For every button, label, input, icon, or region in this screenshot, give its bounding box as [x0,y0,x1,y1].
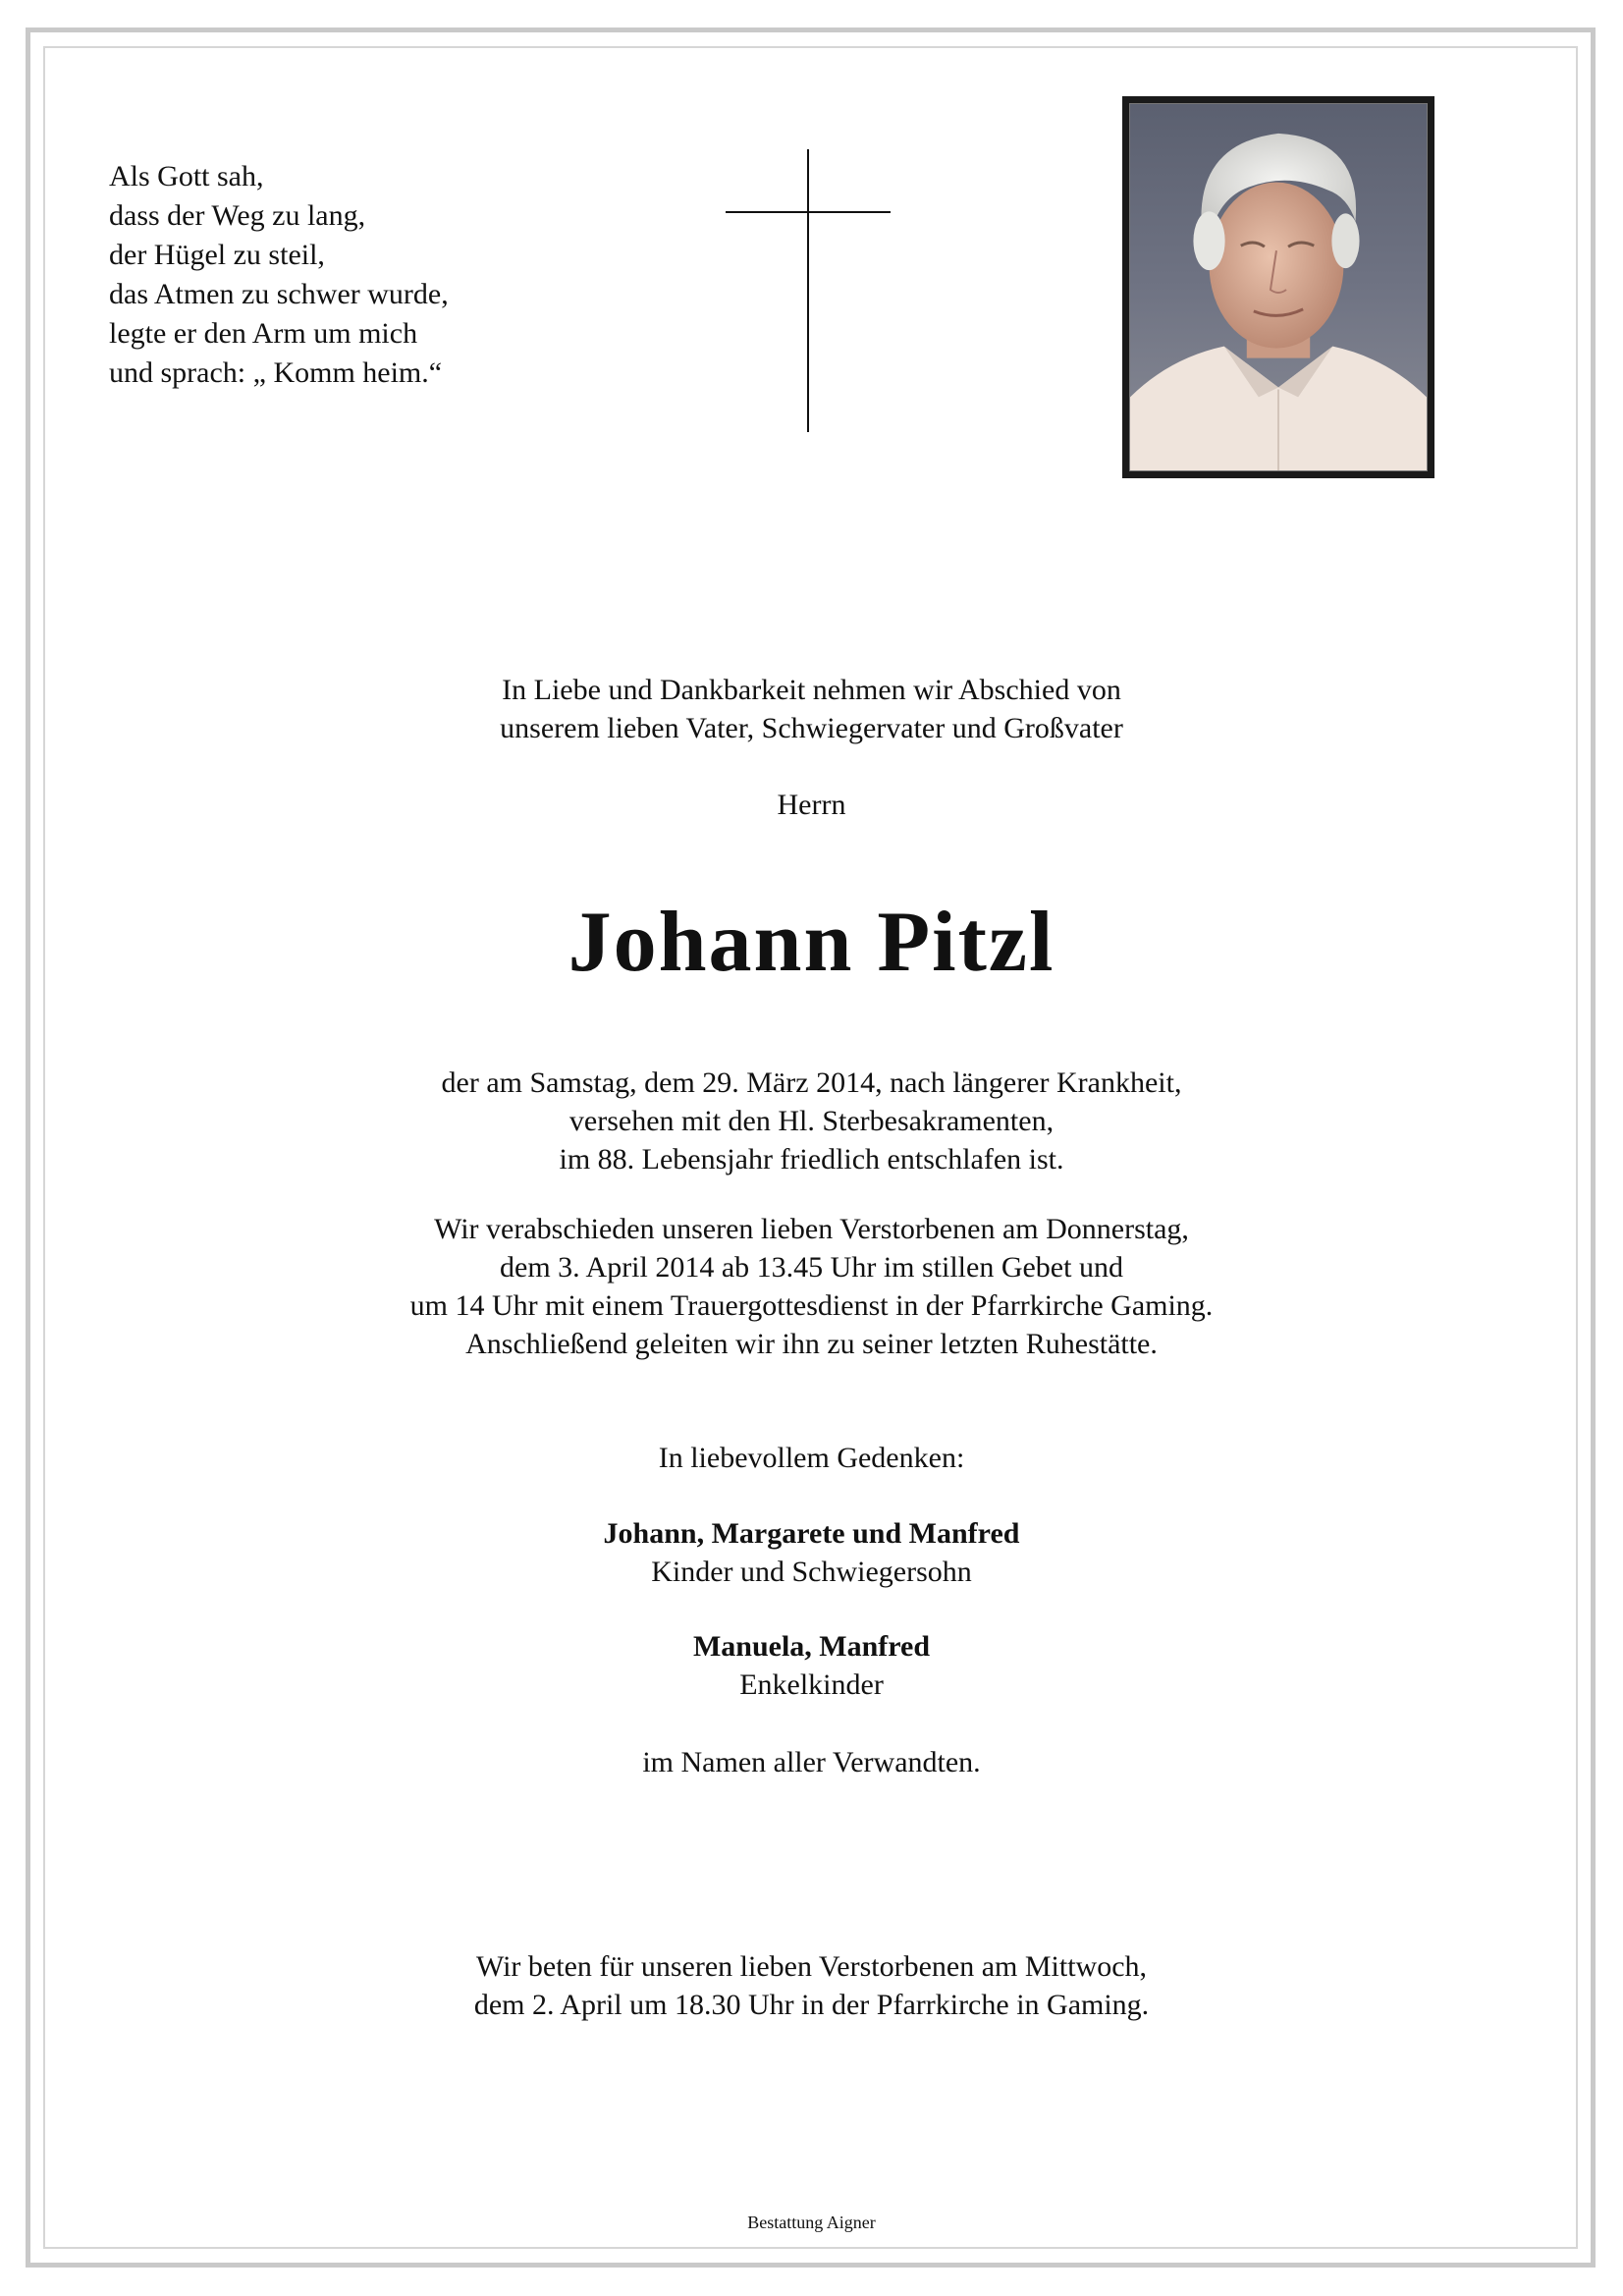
poem-line: dass der Weg zu lang, [109,199,366,232]
funeral-home-name: Bestattung Aigner [747,2213,876,2232]
family-relation: Kinder und Schwiegersohn [651,1556,972,1588]
service-line: Anschließend geleiten wir ihn zu seiner letzten Ruhestätte. [465,1328,1158,1360]
in-memory-heading: In liebevollem Gedenken: [658,1442,965,1474]
deceased-name: Johann Pitzl [568,895,1055,990]
family-relation: Enkelkinder [739,1668,884,1701]
relatives-note: im Namen aller Verwandten. [642,1746,981,1778]
portrait-image [1130,104,1427,470]
portrait-photo-frame [1122,96,1434,478]
cross-vertical-bar [807,149,809,432]
prayer-line: dem 2. April um 18.30 Uhr in der Pfarrkirche in Gaming. [473,1989,1150,2021]
death-notice [0,1064,1623,1178]
family-names: Johann, Margarete und Manfred [603,1517,1020,1550]
poem [109,157,541,393]
cross-horizontal-bar [726,211,891,213]
poem-line: das Atmen zu schwer wurde, [109,278,449,310]
funeral-service-info [0,1210,1623,1363]
prayer-line: Wir beten für unseren lieben Verstorbenen am Mittwoch, [475,1950,1148,1983]
family-group-grandchildren [0,1627,1623,1704]
death-notice-line: der am Samstag, dem 29. März 2014, nach längerer Krankheit, [441,1066,1182,1099]
intro-line: In Liebe und Dankbarkeit nehmen wir Abschied von [502,674,1121,706]
intro-line: unserem lieben Vater, Schwiegervater und Großvater [500,712,1123,744]
family-group-children [0,1514,1623,1591]
prayer-info [0,1947,1623,2024]
service-line: Wir verabschieden unseren lieben Verstorbenen am Donnerstag, [434,1213,1189,1245]
poem-line: legte er den Arm um mich [109,317,418,350]
death-notice-line: im 88. Lebensjahr friedlich entschlafen ist. [559,1143,1064,1175]
service-line: um 14 Uhr mit einem Trauergottesdienst in der Pfarrkirche Gaming. [409,1289,1214,1322]
family-names: Manuela, Manfred [692,1630,931,1663]
portrait-photo [1129,103,1428,471]
poem-line: der Hügel zu steil, [109,239,325,271]
service-line: dem 3. April 2014 ab 13.45 Uhr im stillen Gebet und [500,1251,1123,1284]
death-notice-line: versehen mit den Hl. Sterbesakramenten, [568,1105,1055,1137]
farewell-intro [0,671,1623,747]
poem-line: Als Gott sah, [109,160,264,192]
poem-line: und sprach: „ Komm heim.“ [109,356,443,389]
salutation: Herrn [777,789,846,821]
